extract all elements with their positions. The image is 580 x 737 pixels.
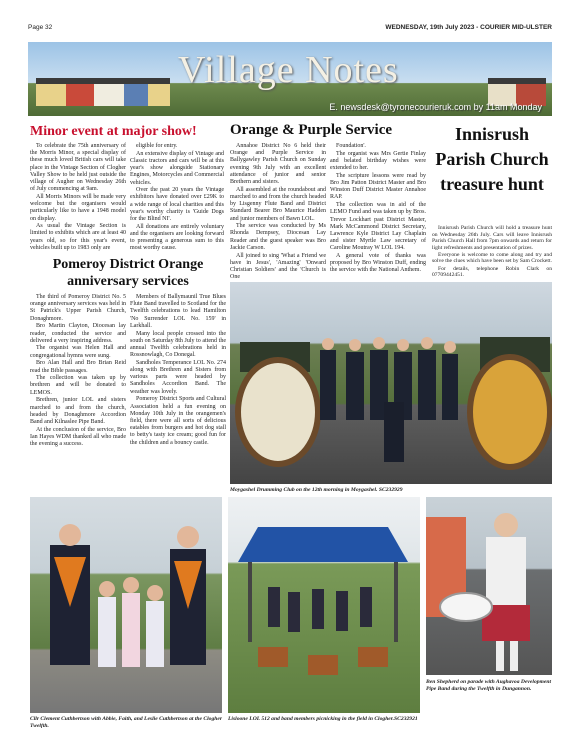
paragraph: Many local people crossed into the south on Saturday 8th July to attend the annual Twelfth celebrations held in Rossnowlagh, Co Donegal. [130, 330, 226, 359]
paragraph: The scripture lessons were read by Bro Jim Patton District Master and Bro Winston Duff District Master Annahoe RAP. [330, 172, 426, 201]
paragraph: All Morris Minors will be made very welcome but the organisers would particularly like to have a 1948 model on display. [30, 193, 126, 222]
paragraph: eligible for entry. [136, 143, 178, 149]
minor-event-col2 [130, 143, 224, 253]
orange-purple-headline: Orange & Purple Service [230, 122, 393, 138]
minor-event-headline: Minor event at major show! [30, 124, 197, 139]
page-number: Page 32 [28, 24, 53, 31]
orange-purple-col2 [330, 143, 426, 275]
shepherd-photo [426, 497, 552, 675]
minor-event-col1 [30, 143, 126, 253]
paragraph: The third of Pomeroy District No. 5 orange anniversary services was held in St Patrick's Upper Parish Church, Donaghmore. [30, 294, 126, 322]
drumming-caption: Moygashel Drumming Club on the 12th morning in Moygashel. SC232929 [230, 487, 403, 493]
paragraph: Brethren, junior LOL and sisters marched to and from the church, headed by Donaghmore Accordion Band and Kilnaslee Pipe Band. [30, 397, 126, 425]
innisrush-headline: Innisrush Parish Church treasure hunt [435, 124, 549, 194]
paragraph: The service was conducted by Ms Rhonda Dempsey, Diocesan Lay Reader and the guest speaker was Bro Jackie Carson. [230, 223, 326, 251]
section-email: E. newsdesk@tyronecourieruk.com by 11am Monday [329, 102, 542, 112]
shepherd-caption: Ben Shepherd on parade with Aughavoa Development Pipe Band during the Twelfth in Dungannon. [426, 679, 552, 692]
paragraph: To celebrate the 75th anniversary of the Morris Minor, a special display of these much loved British cars will take place in the Vintage Section of Clogher Valley Show to be held just outside the village of Augher on Wednesday 26th of July commencing at 9am. [30, 143, 126, 193]
pomeroy-col2 [130, 294, 226, 447]
cuthbertson-photo [30, 497, 222, 713]
paragraph: Innisrush Parish Church will hold a treasure hunt on Wednesday 26th July. Cars will leave Innisrush Parish Church Hall from 7pm onwards and return for light refreshments and presentation of prizes. [432, 225, 552, 251]
paragraph: Bro Alan Hall and Bro Brian Reid read the Bible passages. [30, 360, 126, 374]
pomeroy-col1 [30, 294, 126, 449]
village-notes-banner [28, 42, 552, 116]
paragraph: All joined to sing 'What a Friend we have in Jesus', 'Amazing' 'Onward Christian Soldiers' and the 'Church is One [230, 252, 326, 281]
paragraph: All donations are entirely voluntary and the organisers are looking forward to presenting a generous sum to this most worthy cause. [130, 223, 224, 252]
drumming-club-photo [230, 282, 552, 484]
cuthbertson-caption: Cllr Clement Cuthbertson with Abbie, Faith, and Leslie Cuthbertson at the Clogher Twelfth. [30, 716, 223, 729]
paragraph: A general vote of thanks was proposed by Bro Winston Duff, ending the service with the National Anthem. [330, 253, 426, 274]
lisloone-caption: Lisloone LOL 512 and band members picnicking in the field in Clogher.SC232921 [228, 716, 418, 722]
paragraph: Everyone is welcome to come along and try and solve the clues which have been set by Sam Crockett. [432, 251, 552, 265]
paragraph: For details, telephone Robin Clark on 07709442451. [432, 265, 552, 279]
paragraph: The organist was Mrs Gertie Finlay and belated birthday wishes were extended to her. [330, 150, 426, 172]
paragraph: Members of Ballymaunil True Blues Flute Band travelled to Scotland for the Twelfth celebrations to lead Hamilton 'No Surrender LOL No. 159' in Larkhall. [130, 294, 226, 329]
dateline: WEDNESDAY, 19th July 2023 - COURIER MID-ULSTER [385, 24, 552, 31]
paragraph: At the conclusion of the service, Bro Ian Hayes WDM thanked all who made the evening a success. [30, 426, 126, 448]
paragraph: Pomeroy District Sports and Cultural Association held a fun evening on Monday 10th July in the orangemen's field, there were all sorts of delicious eatables from burgers and hot dog stall to betty's tasty ice cream; good fun for the children and a bouncy castle. [130, 396, 226, 446]
paragraph: Sandholes Temperance LOL No. 274 along with Brethren and Sisters from various parts were headed by Sandholes Accordion Band. The weather was lovely. [130, 359, 226, 395]
paragraph: Foundation'. [336, 143, 366, 149]
paragraph: Bro Martin Clayton, Diocesan lay reader, conducted the service and delivered a very inspiring address. [30, 323, 126, 344]
paragraph: An extensive display of Vintage and Classic tractors and cars will be at this year's show alongside Stationary Engines, Motorcycles and Commercial vehicles. [130, 150, 224, 186]
paragraph: As usual the Vintage Section is limited to exhibits which are at least 40 years old, so for this year's event, vehicles built up to 1983 only are [30, 223, 126, 251]
paragraph: The collection was in aid of the LEMO Fund and was taken up by Bros. Trevor Lockhart past District Master, Mark McCammond District Secretary, Lawrence Kyle District Lay Chaplain and sister Myrtle Law secretary of Caroline Moutray W LOL 194. [330, 202, 426, 252]
paragraph: The collection was taken up by brethren and will be donated to LEMOS. [30, 375, 126, 396]
paragraph: Annahoe District No 6 held their Orange and Purple Service in Ballygawley Parish Church on Sunday evening 9th July with an excellent attendance of junior and senior Brethern and sisters. [230, 143, 326, 186]
orange-purple-col1 [230, 143, 326, 282]
lisloone-photo [228, 497, 420, 713]
paragraph: All assembled at the roundabout and marched to and from the church headed by Lisgenny Flute Band and District Standard Bearer Bro Maurice Hadden and junior members of Bawn LOL. [230, 186, 326, 222]
paragraph: Over the past 20 years the Vintage exhibitors have donated over £29K to a wide range of local charities and this year's worthy charity is 'Guide Dogs for the Blind NI'. [130, 187, 224, 223]
pomeroy-headline: Pomeroy District Orange anniversary services [52, 257, 204, 289]
page-header [28, 22, 552, 34]
paragraph: The organist was Helen Hall and congregational hymns were sung. [30, 345, 126, 359]
innisrush-body [432, 225, 552, 279]
section-title: Village Notes [178, 49, 399, 91]
